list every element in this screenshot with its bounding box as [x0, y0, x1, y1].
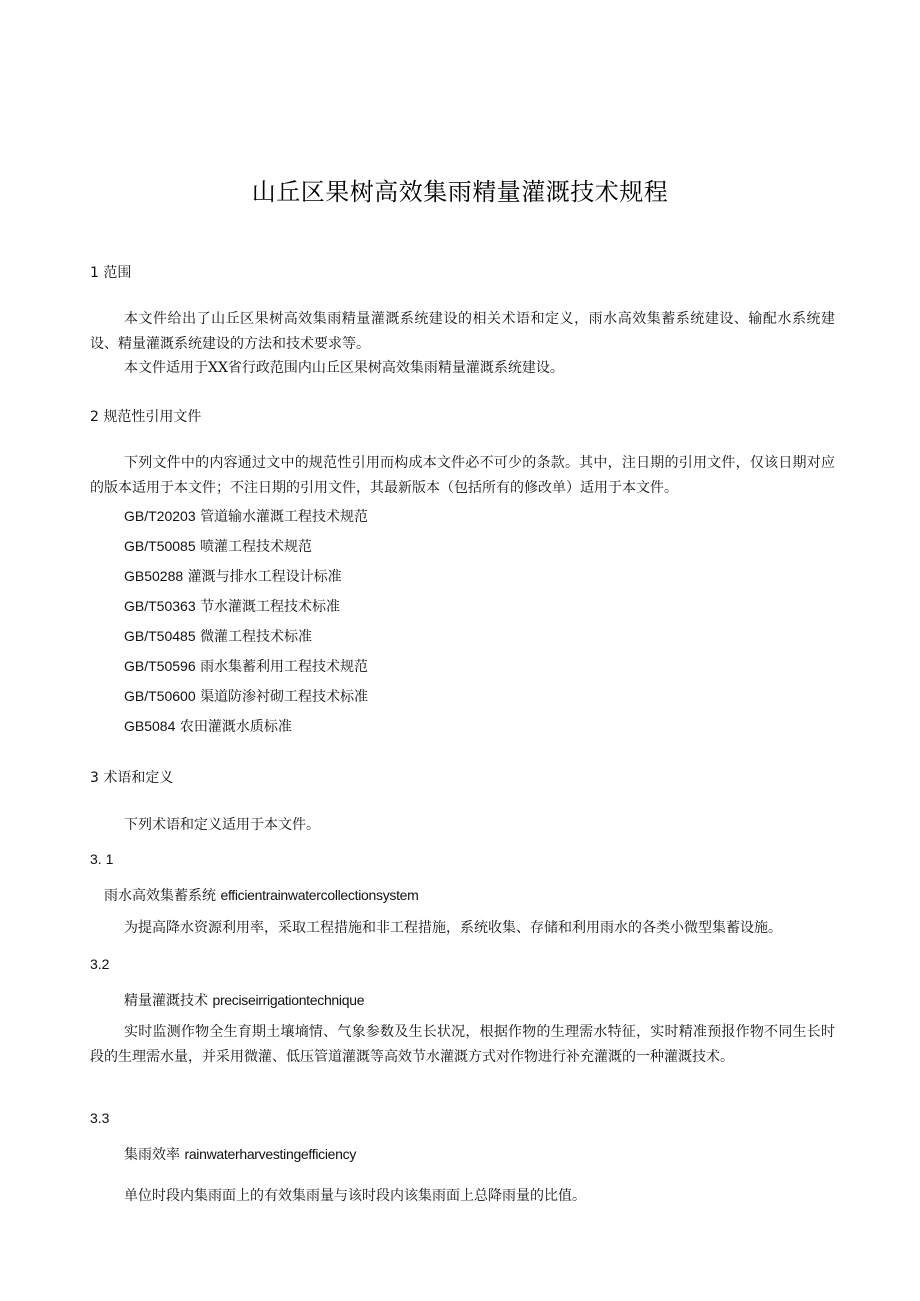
reference-item	[124, 596, 340, 616]
reference-item	[124, 686, 368, 706]
reference-item	[124, 716, 292, 736]
term-chinese: 雨水高效集蓄系统	[104, 888, 216, 904]
reference-item	[124, 536, 312, 556]
reference-name: 微灌工程技术标准	[200, 629, 313, 645]
reference-name: 渠道防渗衬砌工程技术标准	[200, 689, 369, 705]
term-definition: 为提高降水资源利用率，采取工程措施和非工程措施，系统收集、存储和利用雨水的各类小微型集蓄设施。	[124, 920, 782, 936]
section-3-intro: 下列术语和定义适用于本文件。	[124, 817, 320, 833]
reference-code: GB/T50085	[124, 538, 196, 554]
term-definition: 实时监测作物全生育期土壤墒情、气象参数及生长状况，根据作物的生理需水特征，实时精准预报作物不同生长时段的生理需水量，并采用微灌、低压管道灌溉等高效节水灌溉方式对作物进行补充灌溉的一种灌溉技术。	[90, 1024, 835, 1065]
section-2-heading: 2 规范性引用文件	[90, 409, 202, 425]
reference-code: GB/T50596	[124, 658, 196, 674]
term-number: 3.3	[90, 1110, 110, 1126]
reference-name: 灌溉与排水工程设计标准	[187, 569, 342, 585]
term-label	[124, 990, 364, 1010]
term-chinese: 精量灌溉技术	[124, 993, 208, 1009]
reference-name: 雨水集蓄利用工程技术规范	[200, 659, 369, 675]
term-english: rainwaterharvestingefficiency	[184, 1146, 357, 1162]
section-3-heading: 3 术语和定义	[90, 770, 174, 786]
term-english: preciseirrigationtechnique	[212, 992, 365, 1008]
term-number: 3. 1	[90, 851, 114, 867]
term-label	[104, 885, 419, 905]
reference-code: GB/T20203	[124, 508, 196, 524]
reference-code: GB5084	[124, 718, 176, 734]
reference-name: 农田灌溉水质标准	[179, 719, 292, 735]
reference-code: GB/T50600	[124, 688, 196, 704]
section-1-paragraph-2: 本文件适用于XX省行政范围内山丘区果树高效集雨精量灌溉系统建设。	[124, 360, 564, 376]
term-number: 3.2	[90, 956, 110, 972]
term-definition: 单位时段内集雨面上的有效集雨量与该时段内该集雨面上总降雨量的比值。	[124, 1188, 586, 1204]
reference-code: GB/T50485	[124, 628, 196, 644]
reference-item	[124, 506, 368, 526]
reference-name: 管道输水灌溉工程技术规范	[200, 509, 369, 525]
term-chinese: 集雨效率	[124, 1147, 180, 1163]
section-1-paragraph-1: 本文件给出了山丘区果树高效集雨精量灌溉系统建设的相关术语和定义，雨水高效集蓄系统建设、输配水系统建设、精量灌溉系统建设的方法和技术要求等。	[90, 311, 835, 352]
term-english: efficientrainwatercollectionsystem	[220, 887, 419, 903]
section-1-heading: 1 范围	[90, 265, 132, 281]
reference-name: 喷灌工程技术规范	[200, 539, 313, 555]
reference-code: GB50288	[124, 568, 184, 584]
document-title: 山丘区果树高效集雨精量灌溉技术规程	[251, 178, 669, 206]
section-2-paragraph-1: 下列文件中的内容通过文中的规范性引用而构成本文件必不可少的条款。其中，注日期的引用文件，仅该日期对应的版本适用于本文件；不注日期的引用文件，其最新版本（包括所有的修改单）适用于本文件。	[90, 455, 835, 496]
reference-item	[124, 656, 368, 676]
reference-code: GB/T50363	[124, 598, 196, 614]
term-label	[124, 1144, 356, 1164]
reference-item	[124, 566, 342, 586]
reference-name: 节水灌溉工程技术标准	[200, 599, 341, 615]
reference-item	[124, 626, 312, 646]
